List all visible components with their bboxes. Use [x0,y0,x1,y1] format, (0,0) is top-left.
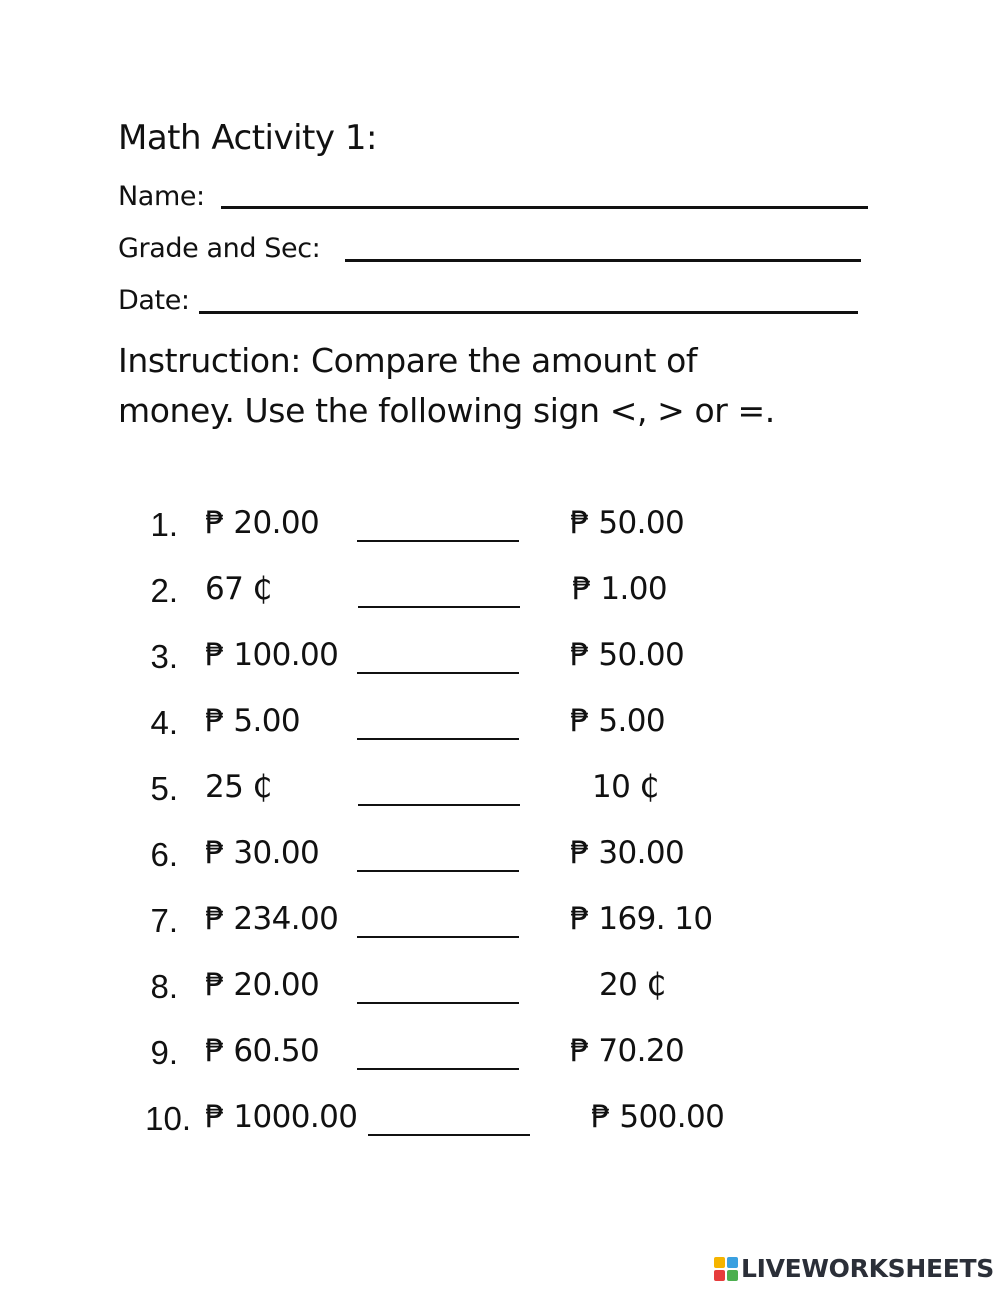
left-amount: 25 ₵ [205,769,272,805]
right-amount: 20 ₵ [599,967,666,1003]
left-amount: ₱ 20.00 [205,967,320,1003]
answer-blank[interactable] [368,1134,530,1136]
right-amount: ₱ 50.00 [570,637,685,673]
right-amount: ₱ 5.00 [570,703,666,739]
grade-field-line[interactable] [345,259,861,262]
right-amount: ₱ 50.00 [570,505,685,541]
logo-square-icon [727,1257,738,1268]
answer-blank[interactable] [357,672,519,674]
item-number: 6. [150,836,178,873]
item-number: 4. [150,704,178,741]
item-number: 5. [150,770,178,807]
instruction-line-1: Instruction: Compare the amount of [118,341,698,380]
name-field-line[interactable] [221,206,868,209]
answer-blank[interactable] [357,738,519,740]
left-amount: ₱ 30.00 [205,835,320,871]
item-number: 3. [150,638,178,675]
logo-mark-icon [714,1257,738,1281]
answer-blank[interactable] [358,606,520,608]
item-number: 1. [150,506,178,543]
left-amount: ₱ 1000.00 [205,1099,358,1135]
logo-square-icon [727,1270,738,1281]
instruction-text [118,336,775,436]
logo-square-icon [714,1270,725,1281]
answer-blank[interactable] [357,540,519,542]
item-number: 7. [150,902,178,939]
name-label: Name: [118,181,205,212]
answer-blank[interactable] [357,1002,519,1004]
liveworksheets-logo[interactable] [714,1254,994,1283]
right-amount: 10 ₵ [592,769,659,805]
right-amount: ₱ 500.00 [591,1099,725,1135]
answer-blank[interactable] [357,1068,519,1070]
right-amount: ₱ 30.00 [570,835,685,871]
date-field-line[interactable] [199,311,858,314]
answer-blank[interactable] [357,870,519,872]
left-amount: ₱ 234.00 [205,901,339,937]
answer-blank[interactable] [358,804,520,806]
left-amount: 67 ₵ [205,571,272,607]
item-number: 9. [150,1034,178,1071]
worksheet-title: Math Activity 1: [118,118,377,158]
logo-text: LIVEWORKSHEETS [740,1254,994,1283]
logo-square-icon [714,1257,725,1268]
date-label: Date: [118,285,190,316]
item-number: 10. [145,1100,191,1137]
item-number: 2. [150,572,178,609]
left-amount: ₱ 5.00 [205,703,301,739]
answer-blank[interactable] [357,936,519,938]
right-amount: ₱ 70.20 [570,1033,685,1069]
left-amount: ₱ 20.00 [205,505,320,541]
left-amount: ₱ 100.00 [205,637,339,673]
grade-label: Grade and Sec: [118,233,321,264]
right-amount: ₱ 169. 10 [570,901,713,937]
right-amount: ₱ 1.00 [572,571,668,607]
instruction-line-2: money. Use the following sign <, > or =. [118,391,775,430]
item-number: 8. [150,968,178,1005]
left-amount: ₱ 60.50 [205,1033,320,1069]
